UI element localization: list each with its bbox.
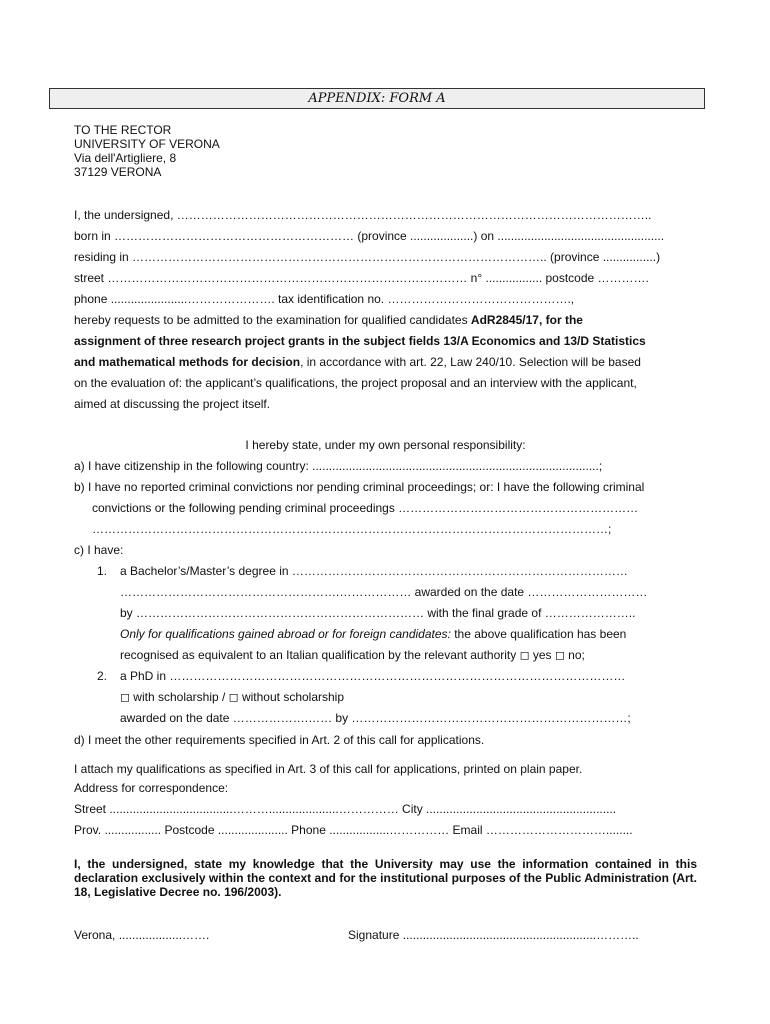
equivalence-checkboxes[interactable]: recognised as equivalent to an Italian qualification by the relevant authority ◻ yes ◻ no;: [120, 648, 585, 662]
item-number: 1.: [97, 564, 108, 578]
scholarship-checkboxes[interactable]: ◻ with scholarship / ◻ without scholarship: [120, 690, 345, 704]
foreign-qualification-note: [120, 627, 697, 641]
request-line: [74, 355, 697, 369]
street-field[interactable]: street ……………………………………………………………………………… n° ................. postcode ………….: [74, 271, 649, 285]
request-line: aimed at discussing the project itself.: [74, 397, 271, 411]
birth-field[interactable]: born in …………………………………………………… (province ...................) on ..................................................: [74, 229, 665, 243]
grant-subject: assignment of three research project grants in the subject fields 13/A Economics and 13/D Statistics: [74, 334, 646, 348]
qualifications-heading: c) I have:: [74, 543, 124, 557]
undersigned-field[interactable]: I, the undersigned, ………………………………………………………………………………………………………..: [74, 208, 652, 222]
criminal-record-line: b) I have no reported criminal convictions nor pending criminal proceedings; or: I have the following criminal: [74, 480, 645, 494]
correspondence-heading: Address for correspondence:: [74, 781, 229, 795]
criminal-proceedings-field[interactable]: …………………………………………………………………………………………………………………;: [92, 522, 612, 536]
phone-tax-field[interactable]: phone .......................…………………. tax identification no. ……………………………………….,: [74, 292, 575, 306]
phd-date-field[interactable]: awarded on the date ……………….…… by ……………………………………………………………;: [120, 711, 631, 725]
request-line: [74, 313, 697, 327]
degree-date-field[interactable]: ……………………………………………….……………… awarded on the date …………………………: [120, 585, 648, 599]
appendix-title: APPENDIX: FORM A: [49, 88, 705, 109]
address-line: Via dell'Artigliere, 8: [74, 151, 177, 165]
request-line: [74, 334, 697, 348]
statement-heading: I hereby state, under my own personal responsibility:: [245, 438, 526, 452]
privacy-declaration: I, the undersigned, state my knowledge that the University may use the information contained in this declaration exclusively within the context and for the institutional purposes of the Public Administration (Art. 18, Legislative Decree no. 196/2003).: [74, 857, 697, 899]
place-date-field[interactable]: Verona, ...................…….: [74, 928, 210, 942]
correspondence-street-field[interactable]: Street .....................................……….....................…………… City .........................................................: [74, 802, 617, 816]
signature-field[interactable]: Signature ..........................................................………..: [348, 928, 639, 942]
residence-field[interactable]: residing in ………………………………………………………………………………………….. (province ................): [74, 250, 661, 264]
attachments-line: I attach my qualifications as specified in Art. 3 of this call for applications, printed on plain paper.: [74, 762, 583, 776]
item-number: 2.: [97, 669, 108, 683]
request-line: on the evaluation of: the applicant’s qualifications, the project proposal and an interview with the applicant,: [74, 376, 637, 390]
foreign-note-text: the above qualification has been: [450, 627, 627, 641]
foreign-note-italic: Only for qualifications gained abroad or for foreign candidates:: [120, 627, 451, 641]
request-text: hereby requests to be admitted to the examination for qualified candidates: [74, 313, 471, 327]
request-text: , in accordance with art. 22, Law 240/10. Selection will be based: [300, 355, 641, 369]
recipient-address: [74, 123, 220, 179]
degree-field[interactable]: a Bachelor’s/Master’s degree in …………………………………………………………………………: [120, 564, 628, 578]
call-reference: AdR2845/17, for the: [470, 313, 583, 327]
phd-field[interactable]: a PhD in ……………………………………………………………………………………………………: [120, 669, 626, 683]
degree-grade-field[interactable]: by ……………………………………………………………… with the final grade of …………………..: [120, 606, 636, 620]
criminal-proceedings-field[interactable]: convictions or the following pending criminal proceedings ……………………………………………………: [92, 501, 639, 515]
address-line: UNIVERSITY OF VERONA: [74, 137, 220, 151]
address-line: 37129 VERONA: [74, 165, 162, 179]
grant-subject-end: and mathematical methods for decision: [74, 355, 301, 369]
requirements-line: d) I meet the other requirements specified in Art. 2 of this call for applications.: [74, 733, 485, 747]
citizenship-field[interactable]: a) I have citizenship in the following country: ......................................................................................;: [74, 459, 603, 473]
correspondence-contact-field[interactable]: Prov. ................. Postcode ..................... Phone ..................…………… Email …………………………........: [74, 823, 633, 837]
address-line: TO THE RECTOR: [74, 123, 172, 137]
